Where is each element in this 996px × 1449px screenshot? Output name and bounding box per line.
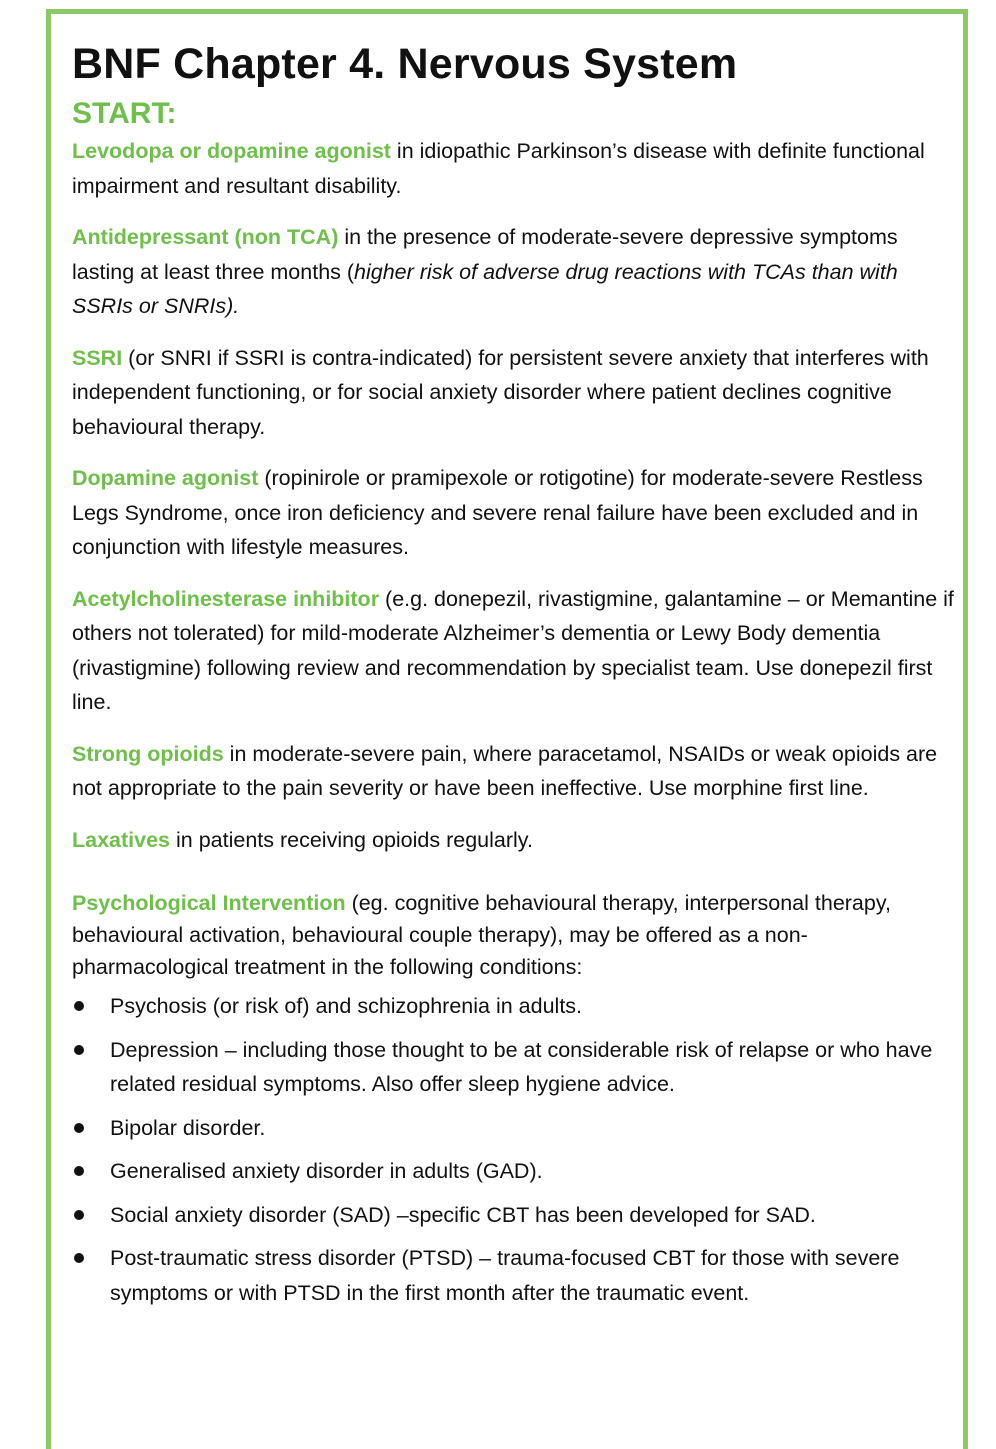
conditions-list: [72, 989, 957, 1310]
list-item-text: Psychosis (or risk of) and schizophrenia in adults.: [110, 994, 583, 1018]
item-text: in idiopathic Parkinson’s disease with definite functional impairment and resultant disability.: [72, 139, 925, 198]
list-item: [72, 1154, 957, 1189]
drug-name: Levodopa or dopamine agonist: [72, 139, 391, 163]
list-item: [72, 1111, 957, 1146]
item-psychological-intervention: [72, 887, 957, 983]
item-levodopa: [72, 134, 957, 203]
drug-name: Dopamine agonist: [72, 466, 259, 490]
item-text: in patients receiving opioids regularly.: [170, 827, 533, 852]
item-ssri: [72, 341, 957, 445]
bullet-icon: [74, 1210, 84, 1220]
item-italic-note: higher risk of adverse drug reactions with TCAs than with SSRIs or SNRIs).: [72, 259, 898, 318]
item-laxatives: [72, 823, 957, 858]
drug-name: Laxatives: [72, 827, 171, 852]
list-item: [72, 1033, 957, 1102]
page-title: BNF Chapter 4. Nervous System: [72, 40, 738, 88]
document-content: [72, 36, 957, 1319]
drug-name: Antidepressant (non TCA): [72, 225, 339, 249]
bullet-icon: [74, 1166, 84, 1176]
list-item: [72, 1241, 957, 1310]
list-item-text: Bipolar disorder.: [110, 1115, 266, 1140]
item-text: in moderate-severe pain, where paracetamol, NSAIDs or weak opioids are not appropriate to the pain severity or have been ineffective. Use morphine first line.: [72, 741, 938, 800]
section-label-start: START:: [72, 97, 177, 130]
bullet-icon: [74, 1253, 84, 1263]
list-item-text: Social anxiety disorder (SAD) –specific CBT has been developed for SAD.: [110, 1202, 816, 1227]
list-item: [72, 989, 957, 1024]
bullet-icon: [74, 1045, 84, 1055]
drug-name: SSRI: [72, 345, 123, 370]
item-antidepressant: [72, 220, 957, 324]
list-item-text: Depression – including those thought to be at considerable risk of relapse or who have related residual symptoms. Also offer sleep hygiene advice.: [110, 1037, 933, 1096]
drug-name: Strong opioids: [72, 741, 224, 766]
item-text: (ropinirole or pramipexole or rotigotine) for moderate-severe Restless Legs Syndrome, once iron deficiency and severe renal failure have been excluded and in conjunction with lifestyle measures.: [72, 466, 923, 559]
item-text: in the presence of moderate-severe depressive symptoms lasting at least three months (: [72, 225, 898, 284]
bullet-icon: [74, 1001, 84, 1011]
bullet-icon: [74, 1123, 84, 1133]
item-text: (e.g. donepezil, rivastigmine, galantamine – or Memantine if others not tolerated) for mild-moderate Alzheimer’s dementia or Lewy Body dementia (rivastigmine) following review and recommendation by specialist team. Use donepezil first line.: [72, 586, 954, 714]
list-item: [72, 1198, 957, 1233]
item-text: (eg. cognitive behavioural therapy, interpersonal therapy, behavioural activation, behavioural couple therapy), may be offered as a non-pharmacological treatment in the following conditions:: [72, 891, 891, 979]
drug-name: Psychological Intervention: [72, 891, 346, 915]
drug-name: Acetylcholinesterase inhibitor: [72, 586, 380, 611]
list-item-text: Generalised anxiety disorder in adults (GAD).: [110, 1159, 543, 1183]
item-acetylcholinesterase: [72, 582, 957, 720]
item-text: (or SNRI if SSRI is contra-indicated) for persistent severe anxiety that interferes with independent functioning, or for social anxiety disorder where patient declines cognitive behavioural therapy.: [72, 345, 929, 439]
list-item-text: Post-traumatic stress disorder (PTSD) – trauma-focused CBT for those with severe symptoms or with PTSD in the first month after the traumatic event.: [110, 1246, 900, 1305]
item-strong-opioids: [72, 737, 957, 806]
item-dopamine-agonist: [72, 461, 957, 565]
